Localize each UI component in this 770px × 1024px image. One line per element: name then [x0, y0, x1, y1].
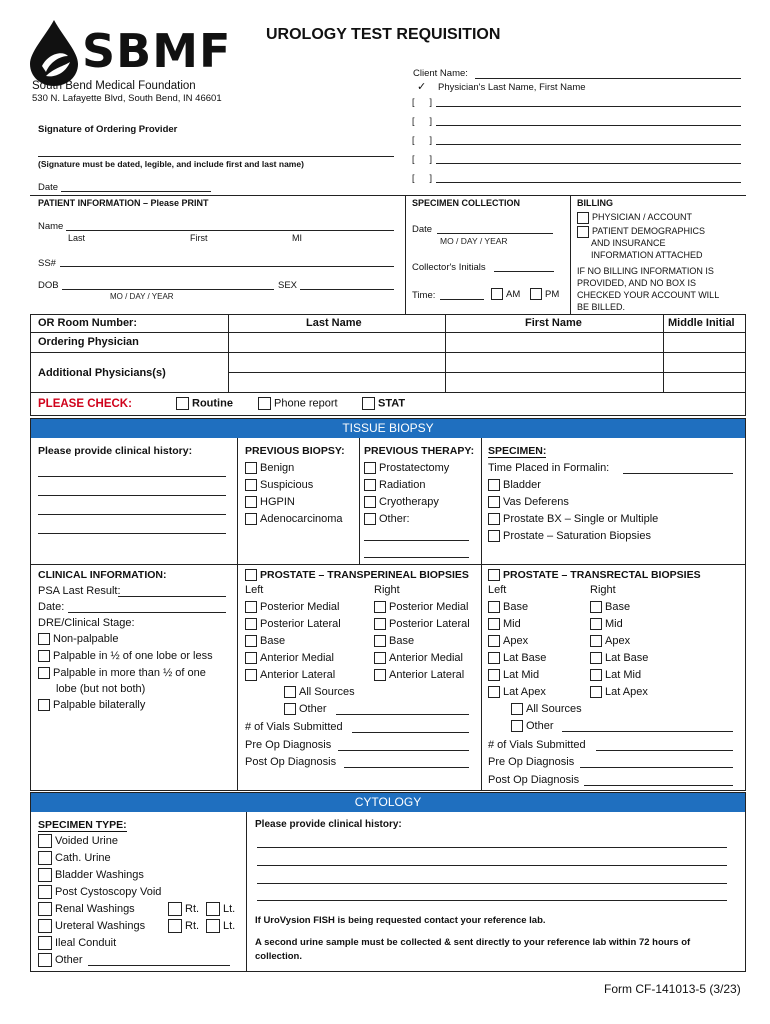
- option-label: Anterior Lateral: [389, 669, 465, 681]
- tp-left-anterior-lateral[interactable]: [245, 669, 335, 682]
- tp-right-base[interactable]: [374, 635, 414, 648]
- tp-other[interactable]: [284, 703, 327, 716]
- tr-left-lat-base[interactable]: [488, 652, 546, 665]
- transperineal-label: PROSTATE – TRANSPERINEAL BIOPSIES: [260, 569, 469, 581]
- physician-bracket[interactable]: [ ]: [412, 154, 433, 164]
- tr-left-apex[interactable]: [488, 635, 528, 648]
- transrectal-label: PROSTATE – TRANSRECTAL BIOPSIES: [503, 569, 701, 581]
- tr-right-base[interactable]: [590, 601, 630, 614]
- billing-opt1-label: PHYSICIAN / ACCOUNT: [592, 212, 693, 222]
- option-label: Lat Apex: [503, 686, 546, 698]
- second-sample-note: A second urine sample must be collected & sent directly to your reference lab within 72 hours of: [255, 937, 691, 948]
- time-formalin-line[interactable]: [623, 473, 733, 474]
- physician-bracket[interactable]: [ ]: [412, 116, 433, 126]
- prev-therapy-cryotherapy[interactable]: [364, 496, 439, 509]
- tr-postop-label: Post Op Diagnosis: [488, 774, 580, 786]
- cyt-other[interactable]: [38, 953, 83, 967]
- stat-label: STAT: [378, 397, 406, 410]
- divider: [663, 314, 664, 392]
- dob-format: MO / DAY / YEAR: [110, 292, 174, 301]
- divider: [30, 352, 746, 353]
- tr-all-sources[interactable]: [511, 703, 582, 716]
- tp-vials-line[interactable]: [352, 732, 469, 733]
- option-label: Bladder Washings: [55, 868, 144, 881]
- signature-label: Signature of Ordering Provider: [38, 124, 178, 135]
- clinical-information-header: CLINICAL INFORMATION:: [38, 569, 167, 581]
- tp-right-posterior-medial[interactable]: [374, 601, 468, 614]
- option-label: Suspicious: [260, 479, 314, 491]
- option-label: Post Cystoscopy Void: [55, 885, 162, 898]
- dre-label: DRE/Clinical Stage:: [38, 617, 135, 629]
- org-address: 530 N. Lafayette Blvd, South Bend, IN 46601: [32, 93, 222, 104]
- patient-name-label: Name: [38, 221, 64, 232]
- tr-right-label: Right: [590, 584, 616, 596]
- divider: [228, 314, 229, 392]
- tp-postop-label: Post Op Diagnosis: [245, 756, 337, 768]
- tp-left-anterior-medial[interactable]: [245, 652, 334, 665]
- divider: [30, 392, 746, 393]
- tr-preop-label: Pre Op Diagnosis: [488, 756, 575, 768]
- physician-line-3[interactable]: [436, 144, 741, 145]
- option-label: Cath. Urine: [55, 851, 111, 864]
- cyt-voided-urine[interactable]: [38, 834, 118, 848]
- tp-left-base[interactable]: [245, 635, 285, 648]
- option-label: Non-palpable: [53, 633, 119, 645]
- tr-right-lat-apex[interactable]: [590, 686, 648, 699]
- cyt-ileal-conduit[interactable]: [38, 936, 116, 950]
- collection-date-format: MO / DAY / YEAR: [440, 236, 508, 246]
- tp-right-label: Right: [374, 584, 400, 596]
- patient-last-label: Last: [68, 233, 86, 243]
- tp-left-posterior-medial[interactable]: [245, 601, 339, 614]
- psa-date-line[interactable]: [68, 612, 226, 613]
- option-label: Palpable in ½ of one lobe or less: [53, 650, 213, 662]
- dre-item3-continued: lobe (but not both): [56, 683, 146, 695]
- divider: [30, 564, 746, 565]
- prev-biopsy-suspicious[interactable]: [245, 479, 313, 492]
- physician-name-label: Physician's Last Name, First Name: [438, 82, 586, 93]
- divider: [570, 195, 571, 315]
- pm-checkbox[interactable]: [530, 288, 559, 301]
- tp-postop-line[interactable]: [344, 767, 469, 768]
- am-checkbox[interactable]: [491, 288, 520, 301]
- middle-initial-header: Middle Initial: [668, 317, 735, 329]
- option-label: Posterior Lateral: [260, 618, 341, 630]
- patient-header: PATIENT INFORMATION – Please PRINT: [38, 198, 209, 208]
- time-line[interactable]: [440, 299, 484, 300]
- cyt-bladder-washings[interactable]: [38, 868, 144, 882]
- tp-right-anterior-lateral[interactable]: [374, 669, 464, 682]
- client-name-line[interactable]: [475, 78, 741, 79]
- ordering-physician-label: Ordering Physician: [38, 336, 139, 348]
- prev-therapy-other-line[interactable]: [364, 540, 469, 541]
- additional-physicians-label: Additional Physicians(s): [38, 367, 166, 379]
- form-number: Form CF-141013-5 (3/23): [604, 982, 741, 996]
- tr-left-lat-apex[interactable]: [488, 686, 546, 699]
- psa-label: PSA Last Result:: [38, 585, 121, 597]
- option-label: Cryotherapy: [379, 496, 439, 508]
- logo-text: SBMF: [82, 24, 232, 78]
- divider: [30, 332, 746, 333]
- cyt-ureteral-washings[interactable]: [38, 919, 145, 933]
- option-label: Lat Mid: [605, 669, 642, 681]
- specimen-collection-header: SPECIMEN COLLECTION: [412, 198, 521, 208]
- collector-initials-label: Collector's Initials: [412, 262, 486, 273]
- org-name: South Bend Medical Foundation: [32, 80, 196, 92]
- physician-line-4[interactable]: [436, 163, 741, 164]
- option-label: Other: [55, 953, 83, 966]
- ss-label: SS#: [38, 258, 56, 269]
- tp-left-label: Left: [245, 584, 264, 596]
- dre-palpable-more[interactable]: [38, 667, 206, 680]
- tr-right-mid[interactable]: [590, 618, 623, 631]
- pm-label: PM: [545, 289, 560, 300]
- tr-vials-label: # of Vials Submitted: [488, 739, 586, 751]
- ureteral-rt-checkbox[interactable]: [168, 919, 199, 933]
- option-label: Adenocarcinoma: [260, 513, 343, 525]
- signature-note: (Signature must be dated, legible, and include first and last name): [38, 159, 304, 169]
- phone-report-label: Phone report: [274, 397, 338, 410]
- option-label: Other:: [379, 513, 410, 525]
- option-label: Posterior Medial: [260, 601, 340, 613]
- clinical-history-line[interactable]: [38, 533, 226, 534]
- option-label: Other: [299, 703, 327, 715]
- tp-right-anterior-medial[interactable]: [374, 652, 463, 665]
- option-label: Posterior Medial: [389, 601, 469, 613]
- routine-checkbox[interactable]: [176, 397, 233, 410]
- option-label: Prostate BX – Single or Multiple: [503, 513, 659, 525]
- option-label: Benign: [260, 462, 295, 474]
- billing-opt2-line2: AND INSURANCE: [591, 238, 666, 248]
- cytology-bar: CYTOLOGY: [31, 793, 745, 812]
- prev-therapy-prostatectomy[interactable]: [364, 462, 449, 475]
- cyt-history-line[interactable]: [257, 900, 727, 901]
- logo: [28, 18, 238, 104]
- tp-all-sources[interactable]: [284, 686, 355, 699]
- divider: [445, 314, 446, 392]
- patient-name-line[interactable]: [66, 230, 394, 231]
- option-label: Apex: [605, 635, 631, 647]
- option-label: Anterior Lateral: [260, 669, 336, 681]
- option-label: Palpable bilaterally: [53, 699, 146, 711]
- option-label: Mid: [605, 618, 623, 630]
- billing-opt2-label: PATIENT DEMOGRAPHICS: [592, 226, 706, 236]
- sbmf-drop-icon: [28, 20, 80, 86]
- billing-note: CHECKED YOUR ACCOUNT WILL: [577, 290, 720, 300]
- divider: [405, 195, 406, 315]
- tr-right-apex[interactable]: [590, 635, 630, 648]
- tr-left-mid[interactable]: [488, 618, 521, 631]
- previous-therapy-header: PREVIOUS THERAPY:: [364, 445, 475, 457]
- option-label: Prostatectomy: [379, 462, 450, 474]
- option-label: Voided Urine: [55, 834, 118, 847]
- client-name-label: Client Name:: [413, 68, 468, 79]
- dre-palpable-half[interactable]: [38, 650, 213, 663]
- tp-vials-label: # of Vials Submitted: [245, 721, 343, 733]
- cyt-post-cystoscopy-void[interactable]: [38, 885, 161, 899]
- lt-label: Lt.: [223, 902, 236, 915]
- specimen-prostate-saturation[interactable]: [488, 530, 651, 543]
- second-sample-note-cont: collection.: [255, 951, 302, 962]
- phone-report-checkbox[interactable]: [258, 397, 338, 410]
- first-name-header: First Name: [525, 317, 582, 329]
- tr-left-label: Left: [488, 584, 507, 596]
- specimen-vas-deferens[interactable]: [488, 496, 569, 509]
- cyt-cath-urine[interactable]: [38, 851, 111, 865]
- specimen-prostate-bx[interactable]: [488, 513, 658, 526]
- tp-preop-line[interactable]: [338, 750, 469, 751]
- prev-biopsy-benign[interactable]: [245, 462, 294, 475]
- renal-lt-checkbox[interactable]: [206, 902, 235, 916]
- cyt-renal-washings[interactable]: [38, 902, 135, 916]
- option-label: Base: [605, 601, 631, 613]
- clinical-history-line[interactable]: [38, 495, 226, 496]
- clinical-history-line[interactable]: [38, 514, 226, 515]
- check-mark-icon: ✓: [417, 81, 427, 93]
- cyt-history-line[interactable]: [257, 865, 727, 866]
- option-label: HGPIN: [260, 496, 295, 508]
- physician-line-2[interactable]: [436, 125, 741, 126]
- divider: [246, 812, 247, 972]
- tr-other[interactable]: [511, 720, 554, 733]
- divider: [228, 372, 746, 373]
- option-label: Lat Base: [503, 652, 547, 664]
- dre-palpable-bilaterally[interactable]: [38, 699, 145, 712]
- tissue-clinical-history-label: Please provide clinical history:: [38, 445, 193, 457]
- option-label: Ureteral Washings: [55, 919, 146, 932]
- divider: [481, 438, 482, 791]
- physician-bracket[interactable]: [ ]: [412, 97, 433, 107]
- tp-preop-label: Pre Op Diagnosis: [245, 739, 332, 751]
- tr-left-lat-mid[interactable]: [488, 669, 539, 682]
- physician-line-1[interactable]: [436, 106, 741, 107]
- last-name-header: Last Name: [306, 317, 362, 329]
- option-label: Apex: [503, 635, 529, 647]
- tp-right-posterior-lateral[interactable]: [374, 618, 470, 631]
- option-label: Lat Mid: [503, 669, 540, 681]
- billing-physician-account[interactable]: [577, 211, 692, 224]
- billing-note: BE BILLED.: [577, 302, 626, 312]
- prev-therapy-other-line[interactable]: [364, 557, 469, 558]
- billing-note: IF NO BILLING INFORMATION IS: [577, 266, 714, 276]
- option-label: Lat Base: [605, 652, 649, 664]
- signature-line[interactable]: [38, 156, 394, 157]
- sex-label: SEX: [278, 280, 298, 291]
- tr-right-lat-mid[interactable]: [590, 669, 641, 682]
- signature-date-label: Date: [38, 182, 59, 193]
- physician-bracket[interactable]: [ ]: [412, 173, 433, 183]
- please-check-label: PLEASE CHECK:: [38, 398, 132, 410]
- previous-biopsy-header: PREVIOUS BIOPSY:: [245, 445, 345, 457]
- time-label: Time:: [412, 290, 436, 301]
- divider: [359, 438, 360, 564]
- tp-left-posterior-lateral[interactable]: [245, 618, 341, 631]
- specimen-header: SPECIMEN:: [488, 445, 547, 457]
- physician-bracket[interactable]: [ ]: [412, 135, 433, 145]
- transperineal-checkbox[interactable]: [245, 569, 469, 582]
- renal-rt-checkbox[interactable]: [168, 902, 199, 916]
- option-label: Ileal Conduit: [55, 936, 117, 949]
- specimen-bladder[interactable]: [488, 479, 541, 492]
- option-label: Anterior Medial: [260, 652, 334, 664]
- option-label: Base: [389, 635, 415, 647]
- prev-biopsy-adenocarcinoma[interactable]: [245, 513, 343, 526]
- am-label: AM: [506, 289, 521, 300]
- dre-non-palpable[interactable]: [38, 633, 118, 646]
- tr-preop-line[interactable]: [580, 767, 733, 768]
- routine-label: Routine: [192, 397, 233, 410]
- prev-therapy-other[interactable]: [364, 513, 410, 526]
- option-label: Base: [503, 601, 529, 613]
- billing-opt2-line3: INFORMATION ATTACHED: [591, 250, 703, 260]
- option-label: Base: [260, 635, 286, 647]
- option-label: Vas Deferens: [503, 496, 569, 508]
- divider: [237, 438, 238, 791]
- cyt-history-line[interactable]: [257, 883, 727, 884]
- psa-line[interactable]: [118, 596, 226, 597]
- dob-line[interactable]: [62, 289, 274, 290]
- ss-line[interactable]: [60, 266, 394, 267]
- prev-therapy-radiation[interactable]: [364, 479, 425, 492]
- physician-line-5[interactable]: [436, 182, 741, 183]
- collection-date-line[interactable]: [437, 233, 553, 234]
- tr-left-base[interactable]: [488, 601, 528, 614]
- page-title: UROLOGY TEST REQUISITION: [266, 26, 501, 43]
- billing-header: BILLING: [577, 198, 613, 208]
- tr-postop-line[interactable]: [584, 785, 733, 786]
- sex-line[interactable]: [300, 289, 394, 290]
- tr-vials-line[interactable]: [596, 750, 733, 751]
- patient-first-label: First: [190, 233, 208, 243]
- option-label: Posterior Lateral: [389, 618, 470, 630]
- cytology-clinical-history-label: Please provide clinical history:: [255, 819, 402, 830]
- patient-mi-label: MI: [292, 233, 302, 243]
- dob-label: DOB: [38, 280, 59, 291]
- divider: [30, 195, 746, 196]
- option-label: All Sources: [526, 703, 582, 715]
- option-label: Renal Washings: [55, 902, 135, 915]
- prev-biopsy-hgpin[interactable]: [245, 496, 295, 509]
- tr-right-lat-base[interactable]: [590, 652, 648, 665]
- option-label: Mid: [503, 618, 521, 630]
- rt-label: Rt.: [185, 919, 200, 932]
- option-label: Prostate – Saturation Biopsies: [503, 530, 651, 542]
- transrectal-checkbox[interactable]: [488, 569, 701, 582]
- clinical-history-line[interactable]: [38, 476, 226, 477]
- lt-label: Lt.: [223, 919, 236, 932]
- option-label: Bladder: [503, 479, 541, 491]
- tissue-biopsy-bar: TISSUE BIOPSY: [31, 419, 745, 438]
- time-formalin-label: Time Placed in Formalin:: [488, 462, 610, 474]
- option-label: Palpable in more than ½ of one: [53, 667, 206, 679]
- collector-initials-line[interactable]: [494, 271, 554, 272]
- tp-other-line[interactable]: [336, 714, 469, 715]
- billing-patient-demographics[interactable]: [577, 225, 705, 238]
- option-label: All Sources: [299, 686, 355, 698]
- rt-label: Rt.: [185, 902, 200, 915]
- or-room-label: OR Room Number:: [38, 317, 137, 329]
- signature-date-line[interactable]: [61, 191, 211, 192]
- option-label: Anterior Medial: [389, 652, 463, 664]
- tr-other-line[interactable]: [562, 731, 733, 732]
- fish-note: If UroVysion FISH is being requested contact your reference lab.: [255, 915, 546, 926]
- billing-note: PROVIDED, AND NO BOX IS: [577, 278, 697, 288]
- ureteral-lt-checkbox[interactable]: [206, 919, 235, 933]
- option-label: Lat Apex: [605, 686, 648, 698]
- collection-date-label: Date: [412, 224, 433, 235]
- cyt-history-line[interactable]: [257, 847, 727, 848]
- cyt-other-line[interactable]: [88, 965, 230, 966]
- stat-checkbox[interactable]: [362, 397, 405, 410]
- option-label: Other: [526, 720, 554, 732]
- option-label: Radiation: [379, 479, 426, 491]
- psa-date-label: Date:: [38, 601, 65, 613]
- specimen-type-header: SPECIMEN TYPE:: [38, 819, 127, 831]
